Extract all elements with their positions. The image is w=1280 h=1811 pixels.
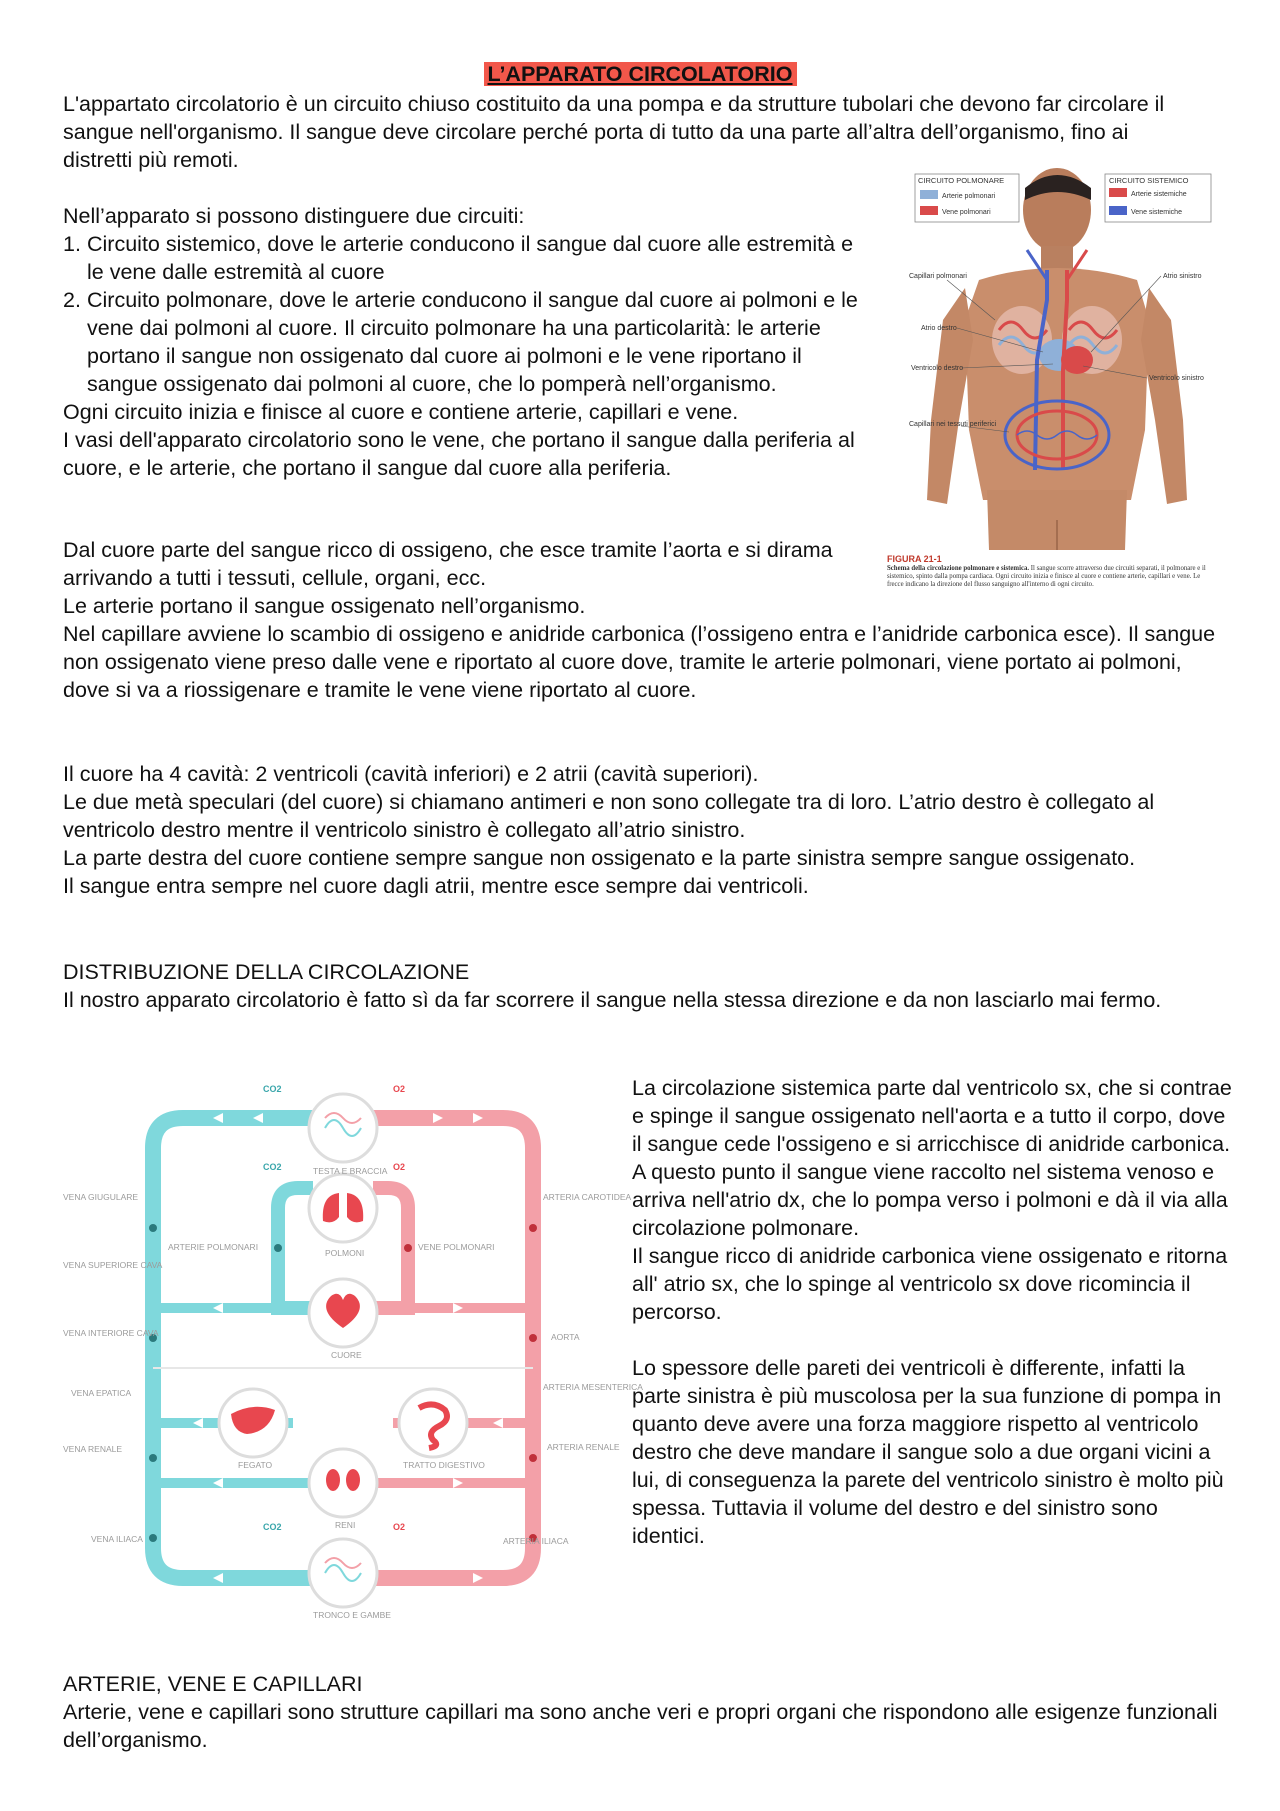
distribution-paragraph — [63, 986, 1223, 1014]
legend-swatch-sys-ven — [1109, 206, 1127, 215]
organ-reni — [309, 1449, 377, 1517]
svg-text:VENE POLMONARI: VENE POLMONARI — [418, 1242, 495, 1252]
svg-text:ARTERIA RENALE: ARTERIA RENALE — [547, 1442, 620, 1452]
systemic-text-2: A questo punto il sangue viene raccolto nel sistema venoso e arriva nell'atrio dx, che lo pompa verso i polmoni e dà il via alla circolazione polmonare. — [632, 1160, 1228, 1240]
oxygen-text-1: Dal cuore parte del sangue ricco di ossigeno, che esce tramite l’aorta e si dirama arrivando a tutti i tessuti, cellule, organi, ecc. — [63, 538, 833, 590]
distribution-text: Il nostro apparato circolatorio è fatto sì da far scorrere il sangue nella stessa direzione e da non lasciarlo mai fermo. — [63, 988, 1162, 1012]
oxygen-text-2: Le arterie portano il sangue ossigenato nell’organismo. — [63, 594, 586, 618]
figure-caption: Schema della circolazione polmonare e sistemica. Il sangue scorre attraverso due circuiti separati, il polmonare e il sistemico, spinto dalla pompa cardiaca. Ogni circuito inizia e finisce al cuore e contiene arterie, capillari e vene. Le frecce indicano la direzione del flusso sanguigno all'interno di ogni circuito. — [887, 565, 1206, 588]
svg-text:VENA EPATICA: VENA EPATICA — [71, 1388, 132, 1398]
organ-cuore — [309, 1279, 377, 1347]
svg-text:ARTERIA CAROTIDEA: ARTERIA CAROTIDEA — [543, 1192, 632, 1202]
svg-text:ARTERIA MESENTERICA: ARTERIA MESENTERICA — [543, 1382, 643, 1392]
svg-text:O2: O2 — [393, 1162, 406, 1172]
systemic-text-4: Lo spessore delle pareti dei ventricoli è differente, infatti la parte sinistra è più muscolosa per la sua funzione di pompa in quanto deve avere una forza maggiore rispetto al ventricolo destro che deve mandare il sangue solo a due organi vicini a lui, di conseguenza la parete del ventricolo sinistro è molto più spessa. Tuttavia il volume del destro e del sinistro sono identici. — [632, 1356, 1224, 1548]
circulation-body-figure — [887, 170, 1217, 610]
vessels-paragraph — [63, 1698, 1223, 1754]
svg-text:ARTERIA ILIACA: ARTERIA ILIACA — [503, 1536, 569, 1546]
list-text: Circuito polmonare, dove le arterie conducono il sangue dal cuore ai polmoni e le vene dai polmoni al cuore. Il circuito polmonare ha una particolarità: le arterie portano il sangue non ossigenato dal cuore ai polmoni e le vene riportano il sangue ossigenato dai polmoni al cuore, che lo pomperà nell’organismo. — [87, 288, 858, 396]
svg-text:Arterie sistemiche: Arterie sistemiche — [1131, 191, 1187, 198]
distribution-heading: DISTRIBUZIONE DELLA CIRCOLAZIONE — [63, 960, 470, 984]
svg-text:VENA RENALE: VENA RENALE — [63, 1444, 123, 1454]
legend-swatch-sys-art — [1109, 188, 1127, 197]
heart-text-2: Le due metà speculari (del cuore) si chiamano antimeri e non sono collegate tra di loro. L’atrio destro è collegato al ventricolo destro mentre il ventricolo sinistro è collegato all’atrio sinistro. — [63, 790, 1155, 842]
svg-text:CIRCUITO SISTEMICO: CIRCUITO SISTEMICO — [1109, 176, 1189, 185]
svg-text:RENI: RENI — [335, 1520, 356, 1530]
svg-text:O2: O2 — [393, 1084, 406, 1094]
vessels-heading: ARTERIE, VENE E CAPILLARI — [63, 1672, 363, 1696]
svg-text:ARTERIE POLMONARI: ARTERIE POLMONARI — [168, 1242, 259, 1252]
svg-text:CIRCUITO POLMONARE: CIRCUITO POLMONARE — [918, 176, 1005, 185]
intro-paragraph — [63, 90, 1193, 174]
svg-text:TESTA E BRACCIA: TESTA E BRACCIA — [313, 1166, 388, 1176]
circulation-flow-diagram — [63, 1078, 643, 1638]
svg-text:CO2: CO2 — [263, 1084, 282, 1094]
svg-text:VENA INTERIORE CAVA: VENA INTERIORE CAVA — [63, 1328, 159, 1338]
svg-text:VENA ILIACA: VENA ILIACA — [91, 1534, 143, 1544]
circuits-after-2: I vasi dell'apparato circolatorio sono le vene, che portano il sangue dalla periferia al cuore, e le arterie, che portano il sangue dal cuore alla periferia. — [63, 428, 855, 480]
svg-text:TRONCO E GAMBE: TRONCO E GAMBE — [313, 1610, 391, 1620]
list-number: 1. — [63, 232, 81, 256]
svg-text:VENA GIUGULARE: VENA GIUGULARE — [63, 1192, 139, 1202]
systemic-text-3: Il sangue ricco di anidride carbonica viene ossigenato e ritorna all' atrio sx, che lo spinge al ventricolo sx dove ricomincia il percorso. — [632, 1244, 1228, 1324]
figure-caption-title: FIGURA 21-1 — [887, 554, 942, 564]
vessels-text: Arterie, vene e capillari sono strutture capillari ma sono anche veri e propri organi che rispondono alle esigenze funzionali dell’organismo. — [63, 1700, 1218, 1752]
list-item — [63, 286, 863, 398]
list-text: Circuito sistemico, dove le arterie conducono il sangue dal cuore alle estremità e le vene dalle estremità al cuore — [87, 232, 854, 284]
heart-text-4: Il sangue entra sempre nel cuore dagli atrii, mentre esce sempre dai ventricoli. — [63, 874, 809, 898]
svg-text:FEGATO: FEGATO — [238, 1460, 273, 1470]
legend-swatch-pulm-ven — [920, 206, 938, 215]
legend-systemic — [1105, 174, 1211, 222]
svg-text:Atrio destro: Atrio destro — [921, 325, 957, 332]
svg-text:VENA SUPERIORE CAVA: VENA SUPERIORE CAVA — [63, 1260, 163, 1270]
organ-tratto — [399, 1389, 467, 1457]
organ-polmoni — [309, 1174, 377, 1242]
svg-text:O2: O2 — [393, 1522, 406, 1532]
capillary-paragraph — [63, 620, 1223, 704]
svg-text:CO2: CO2 — [263, 1522, 282, 1532]
svg-text:Ventricolo destro: Ventricolo destro — [911, 365, 964, 372]
svg-text:CO2: CO2 — [263, 1162, 282, 1172]
heart-text-1: Il cuore ha 4 cavità: 2 ventricoli (cavità inferiori) e 2 atrii (cavità superiori). — [63, 762, 759, 786]
svg-text:Arterie polmonari: Arterie polmonari — [942, 193, 996, 200]
oxygen-paragraph — [63, 536, 863, 620]
circuits-after-1: Ogni circuito inizia e finisce al cuore e contiene arterie, capillari e vene. — [63, 400, 739, 424]
heart-text-3: La parte destra del cuore contiene sempre sangue non ossigenato e la parte sinistra sempre sangue ossigenato. — [63, 846, 1136, 870]
circuits-list — [63, 230, 863, 398]
svg-text:Ventricolo sinistro: Ventricolo sinistro — [1149, 375, 1204, 382]
circuits-lead: Nell’apparato si possono distinguere due circuiti: — [63, 204, 525, 228]
page-title: L’APPARATO CIRCOLATORIO — [0, 62, 1280, 87]
organ-tronco — [309, 1539, 377, 1607]
systemic-description — [632, 1074, 1232, 1550]
legend-pulmonary — [915, 174, 1019, 222]
list-number: 2. — [63, 288, 81, 312]
svg-text:Vene sistemiche: Vene sistemiche — [1131, 209, 1182, 216]
systemic-text-1: La circolazione sistemica parte dal ventricolo sx, che si contrae e spinge il sangue ossigenato nell'aorta e a tutto il corpo, dove il sangue cede l'ossigeno e si arricchisce di anidride carbonica. — [632, 1076, 1232, 1156]
svg-text:CUORE: CUORE — [331, 1350, 362, 1360]
organ-testa — [309, 1094, 377, 1162]
list-item — [63, 230, 863, 286]
intro-text: L'appartato circolatorio è un circuito chiuso costituito da una pompa e da strutture tubolari che devono far circolare il sangue nell'organismo. Il sangue deve circolare perché porta di tutto da una parte all’altra dell’organismo, fino ai distretti più remoti. — [63, 92, 1165, 172]
svg-text:Capillari polmonari: Capillari polmonari — [909, 273, 967, 280]
circuits-section — [63, 202, 863, 482]
svg-text:Atrio sinistro: Atrio sinistro — [1163, 273, 1202, 280]
svg-text:Vene polmonari: Vene polmonari — [942, 209, 991, 216]
legend-swatch-pulm-art — [920, 190, 938, 199]
capillary-text: Nel capillare avviene lo scambio di ossigeno e anidride carbonica (l’ossigeno entra e l’anidride carbonica esce). Il sangue non ossigenato viene preso dalle vene e riportato al cuore dove, tramite le arterie polmonari, viene portato ai polmoni, dove si va a riossigenare e tramite le vene viene riportato al cuore. — [63, 622, 1216, 702]
organ-fegato — [219, 1389, 287, 1457]
kidneys-icon — [326, 1469, 340, 1491]
svg-text:TRATTO DIGESTIVO: TRATTO DIGESTIVO — [403, 1460, 485, 1470]
heart-paragraph — [63, 760, 1213, 900]
svg-text:Capillari nei tessuti periferi: Capillari nei tessuti periferici — [909, 421, 997, 428]
svg-text:AORTA: AORTA — [551, 1332, 580, 1342]
svg-text:POLMONI: POLMONI — [325, 1248, 365, 1258]
